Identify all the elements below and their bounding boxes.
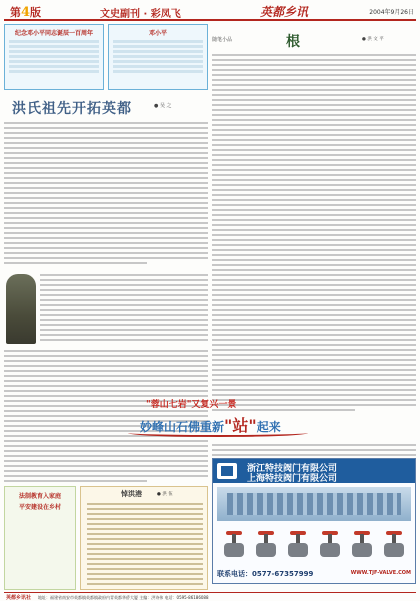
left-article-header — [4, 96, 208, 118]
paper-name: 英都乡讯 — [260, 5, 309, 19]
ad-phone: 联系电话：0577-67357999 — [217, 570, 314, 578]
essay-body — [212, 54, 416, 414]
footer-label: 英都乡讯社 — [6, 595, 32, 601]
valve-icon — [381, 531, 407, 561]
promo-headline-left: 妙峰山石佛重新 — [140, 420, 225, 434]
commemoration-boxes — [4, 24, 208, 90]
valve-icon — [285, 531, 311, 561]
page-header — [4, 3, 416, 21]
edition-label — [10, 4, 41, 20]
poem-title: 悼洪港 — [121, 490, 142, 498]
deng-box — [108, 24, 208, 90]
footer-text: 地址：福建省南安市英都镇英都镇政府内青英都华侨大厦 主编：洪诗伟 电话：0595-86186088 — [38, 594, 209, 600]
essay-body-end — [212, 444, 416, 459]
company-logo-icon — [217, 463, 237, 479]
commemoration-box — [4, 24, 104, 90]
essay-title: 根 — [286, 34, 300, 50]
issue-date: 2004年9月26日 — [369, 9, 414, 16]
edition-prefix: 第 — [10, 6, 21, 19]
poem-author: ● 洪 伍 — [157, 492, 173, 497]
promo-kicker: "蓉山七岩"又复兴一景 — [146, 400, 237, 410]
ad-banner — [213, 459, 415, 483]
promo-headline-big: "站" — [224, 416, 257, 435]
building-windows — [227, 493, 401, 515]
poem-text — [87, 503, 203, 588]
deng-box-title: 邓小平 — [148, 30, 167, 37]
commemoration-text — [9, 40, 99, 73]
statue-photo — [6, 274, 36, 344]
valve-icon — [221, 531, 247, 561]
stone-buddha-promo — [118, 395, 324, 443]
valve-icon — [253, 531, 279, 561]
edition-number: 4 — [21, 5, 31, 20]
edition-suffix: 版 — [30, 6, 42, 19]
promo-swoosh — [128, 429, 308, 437]
commemoration-title: 纪念邓小平同志诞辰一百周年 — [14, 30, 93, 37]
left-article-body-wrap — [40, 274, 208, 344]
legal-education-line-2: 平安建设在乡村 — [18, 504, 61, 511]
poem-box — [80, 486, 208, 590]
company-name-zhejiang: 浙江特技阀门有限公司 — [247, 464, 338, 474]
legal-education-line-1: 法制教育入家庭 — [18, 493, 61, 500]
valve-icon — [349, 531, 375, 561]
left-column — [4, 24, 208, 594]
valve-products-photo — [217, 525, 411, 565]
page-footer — [4, 592, 416, 600]
valve-company-ad — [212, 458, 416, 584]
left-article-body-top — [4, 122, 208, 267]
deng-box-text — [113, 40, 203, 73]
left-article-author: ● 吴 之 — [154, 103, 172, 109]
essay-author: ● 洪 文 平 — [362, 37, 384, 42]
essay-category: 随笔小品 — [212, 37, 233, 43]
left-article-headline: 洪氏祖先开拓英都 — [12, 101, 132, 117]
ad-url[interactable]: WWW.TJF-VALVE.COM — [350, 570, 411, 576]
section-title: 文史副刊 · 彩凤飞 — [100, 9, 181, 20]
promo-headline-right: 起来 — [256, 420, 281, 434]
company-name-shanghai: 上海特技阀门有限公司 — [247, 474, 338, 484]
factory-building-photo — [217, 487, 411, 521]
legal-education-box — [4, 486, 76, 590]
valve-icon — [317, 531, 343, 561]
